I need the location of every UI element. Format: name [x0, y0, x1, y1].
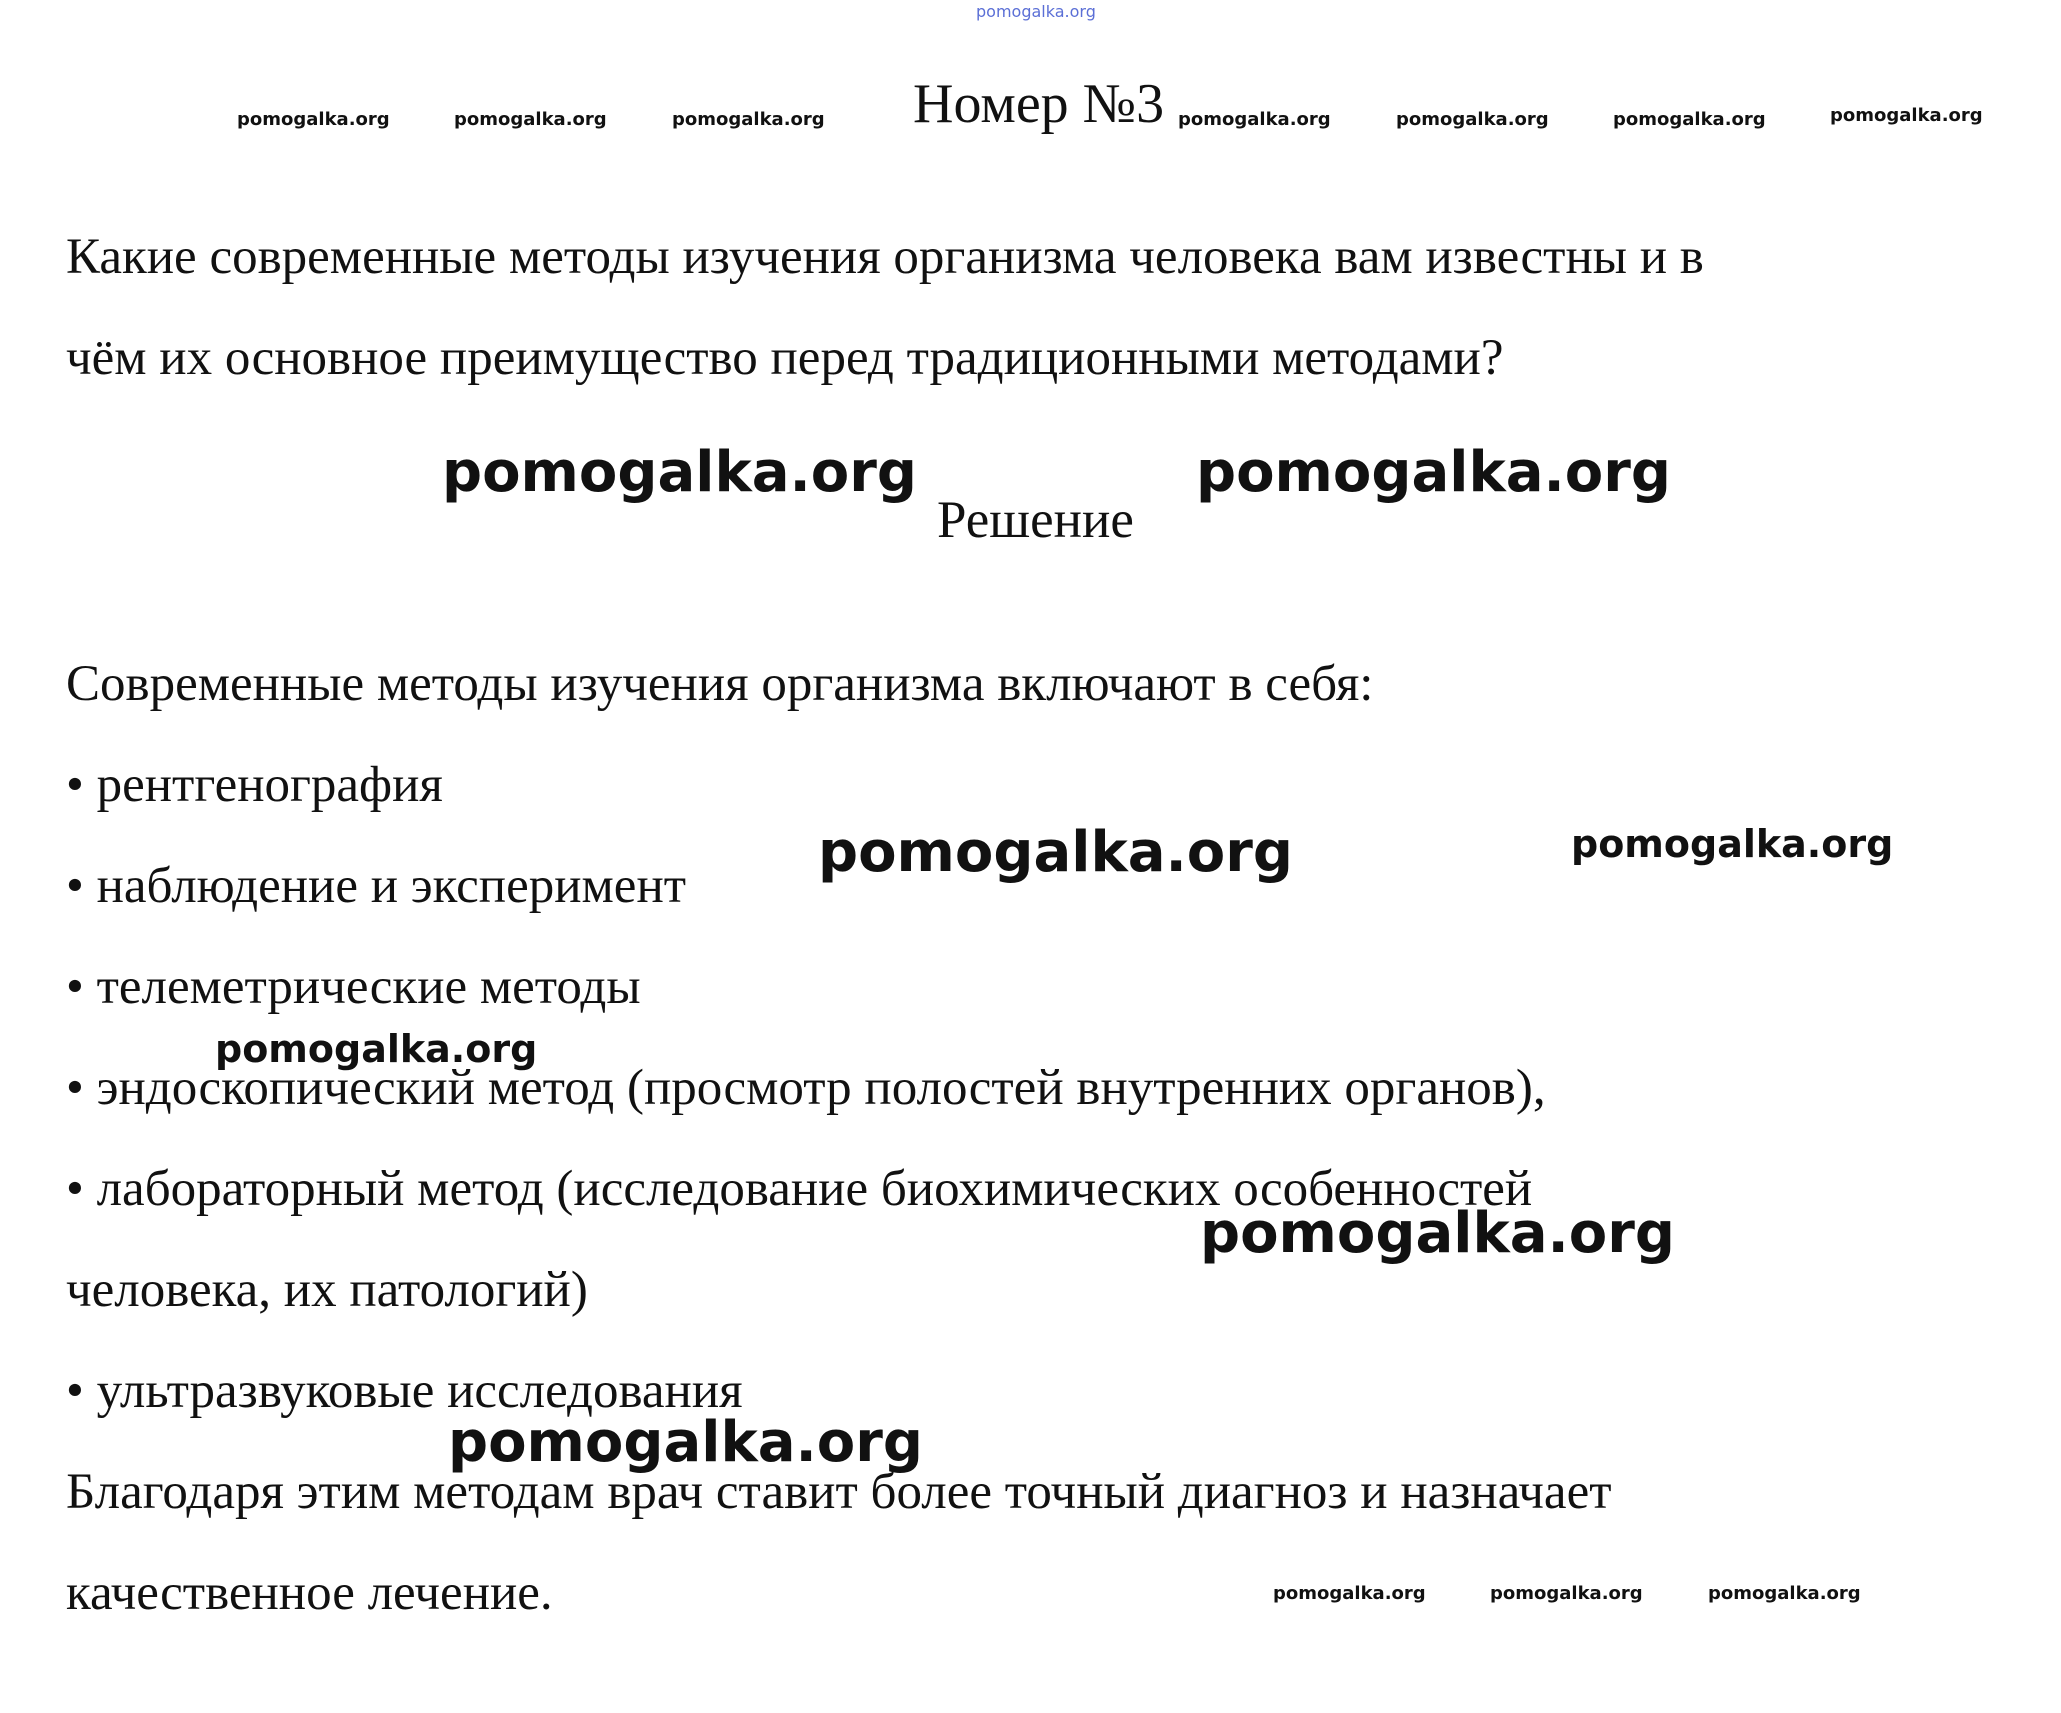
list-item: • рентгенография: [66, 757, 443, 813]
watermark: pomogalka.org: [1196, 440, 1671, 505]
question-line-2: чём их основное преимущество перед традиционными методами?: [66, 330, 1504, 386]
conclusion-line-2: качественное лечение.: [66, 1565, 553, 1621]
watermark: pomogalka.org: [215, 1027, 538, 1071]
solution-intro: Современные методы изучения организма включают в себя:: [66, 656, 1374, 712]
watermark: pomogalka.org: [1178, 109, 1331, 130]
watermark: pomogalka.org: [448, 1410, 923, 1475]
list-item: • ультразвуковые исследования: [66, 1363, 743, 1419]
page-title: Номер №3: [913, 73, 1165, 135]
watermark: pomogalka.org: [237, 109, 390, 130]
list-item: • телеметрические методы: [66, 959, 641, 1015]
watermark: pomogalka.org: [1273, 1583, 1426, 1604]
question-line-1: Какие современные методы изучения организма человека вам известны и в: [66, 229, 1704, 285]
watermark: pomogalka.org: [1708, 1583, 1861, 1604]
top-watermark: pomogalka.org: [976, 2, 1096, 21]
solution-heading: Решение: [937, 491, 1134, 549]
watermark: pomogalka.org: [1830, 105, 1983, 126]
watermark: pomogalka.org: [1571, 822, 1894, 866]
watermark: pomogalka.org: [1490, 1583, 1643, 1604]
conclusion-line-1: Благодаря этим методам врач ставит более точный диагноз и назначает: [66, 1464, 1612, 1520]
watermark: pomogalka.org: [672, 109, 825, 130]
list-item: • эндоскопический метод (просмотр полостей внутренних органов),: [66, 1060, 1546, 1116]
watermark: pomogalka.org: [1200, 1201, 1675, 1266]
list-item: • лабораторный метод (исследование биохимических особенностей: [66, 1161, 1533, 1217]
watermark: pomogalka.org: [454, 109, 607, 130]
watermark: pomogalka.org: [1396, 109, 1549, 130]
watermark: pomogalka.org: [818, 820, 1293, 885]
list-item: человека, их патологий): [66, 1262, 588, 1318]
watermark: pomogalka.org: [442, 440, 917, 505]
list-item: • наблюдение и эксперимент: [66, 858, 687, 914]
watermark: pomogalka.org: [1613, 109, 1766, 130]
